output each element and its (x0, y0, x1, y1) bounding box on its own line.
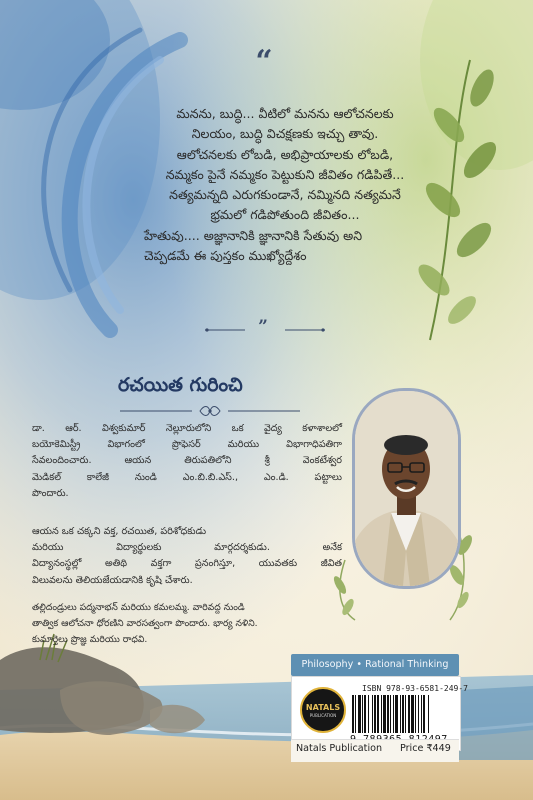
barcode-bar (377, 695, 379, 733)
quote-line: భ్రమలో గడిపోతుంది జీవితం... (210, 207, 360, 223)
barcode-bar (393, 695, 394, 733)
publisher-name: Natals Publication (296, 743, 383, 754)
barcode-bar (352, 695, 354, 733)
category-tags: Philosophy • Rational Thinking (291, 654, 459, 676)
about-author-heading: రచయిత గురించి (118, 374, 243, 396)
publisher-logo (300, 687, 346, 733)
barcode-bar (364, 695, 366, 733)
author-photo (352, 388, 461, 589)
barcode-bar (415, 695, 416, 733)
barcode-bar (390, 695, 391, 733)
barcode (352, 695, 452, 733)
price-label: Price ₹449 (400, 743, 451, 754)
barcode-bar (362, 695, 363, 733)
author-photo-frame (347, 383, 465, 616)
barcode-bar (400, 695, 401, 733)
bio-line: బయోకెమిస్ట్రీ విభాగంలో ప్రొఫెసర్ మరియు విభాగాధిపతిగా (32, 439, 342, 451)
quote-line: మనను, బుద్ధి... వీటిలో మనను ఆలోచనలకు (176, 106, 394, 121)
bio-line: సేవలందించారు. ఆయన తిరుపతిలోని శ్రీ వెంకటేశ్వర (32, 455, 342, 467)
bio-line: తల్లిదండ్రులు పద్మనాభన్ మరియు కమలమ్మ. వారివద్ద నుండి (32, 602, 245, 613)
barcode-bar (405, 695, 406, 733)
barcode-bar (381, 695, 382, 733)
barcode-bar (383, 695, 386, 733)
barcode-bar (387, 695, 389, 733)
opening-quote-icon: “ (255, 44, 273, 79)
bio-line: పొందారు. (32, 487, 69, 499)
publisher-logo-subtext: PUBLICATION (309, 713, 337, 718)
bio-line: ఆయన ఒక చక్కని వక్త, రచయిత, పరిశోధకుడు (32, 526, 207, 537)
barcode-bar (374, 695, 376, 733)
barcode-bar (355, 695, 356, 733)
barcode-bar (408, 695, 410, 733)
bio-line: మెడికల్ కాలేజీ నుండి ఎం.బి.బి.ఎస్., ఎం.డి. పట్టాలు (32, 471, 342, 483)
barcode-bar (402, 695, 404, 733)
quote-line: నమ్మకం పైనే నమ్మకం పెట్టుకుని జీవితం గడిపితే... (165, 166, 405, 182)
barcode-bar (428, 695, 429, 733)
author-bio-paragraph-2 (32, 524, 342, 589)
barcode-bar (418, 695, 419, 733)
closing-quote-icon: ” (258, 317, 268, 337)
bio-line: విలువలను తెలియజేయడానికి కృషి చేశారు. (32, 574, 193, 586)
barcode-bar (411, 695, 414, 733)
bio-line: తాత్విక ఆలోచనా ధోరణిని వారసత్వంగా పొందారు. భార్య నళిని. (32, 618, 258, 630)
barcode-bar (395, 695, 398, 733)
ornament-icon (120, 403, 300, 419)
quote-line: హేతువు.... అజ్ఞానానికి జ్ఞానానికి సేతువు అని (144, 227, 363, 243)
bio-line: విద్యానంస్థల్లో అతిథి వక్తగా ప్రనంగిస్తూ, యువతకు జీవిత (32, 558, 342, 570)
barcode-bar (423, 695, 425, 733)
isbn-text: ISBN 978-93-6581-249-7 (362, 684, 468, 693)
quote-line: చెప్పడమే ఈ పుస్తకం ముఖ్యోద్దేశం (144, 248, 307, 264)
publisher-logo-text: NATALS (305, 703, 341, 712)
barcode-bar (368, 695, 369, 733)
barcode-bar (421, 695, 422, 733)
quote-line: ఆలోచనలకు లోబడి, అభిప్రాయాలకు లోబడి, (176, 146, 394, 162)
quote-line: నిలయం, బుద్ధి విచక్షణకు ఇచ్చు తావు. (191, 126, 379, 142)
barcode-bar (358, 695, 361, 733)
barcode-bar (372, 695, 373, 733)
bio-line: కుమార్తెలు ప్రొజ్ఞ మరియు రాధవి. (32, 634, 148, 646)
author-bio-paragraph-1 (32, 421, 342, 502)
quote-line: నత్యమన్నది ఎరుగకుండానే, నమ్మినది నత్యమనే (169, 187, 401, 203)
author-bio-paragraph-3 (32, 600, 342, 649)
bio-line: డా. ఆర్. విశ్వకుమార్ నెల్లూరులోని ఒక వైద్య కళాశాలలో (32, 423, 342, 434)
quote-text (120, 104, 450, 266)
bio-line: మరియు విద్యార్థులకు మార్గదర్శకుడు. అనేక (32, 542, 342, 554)
